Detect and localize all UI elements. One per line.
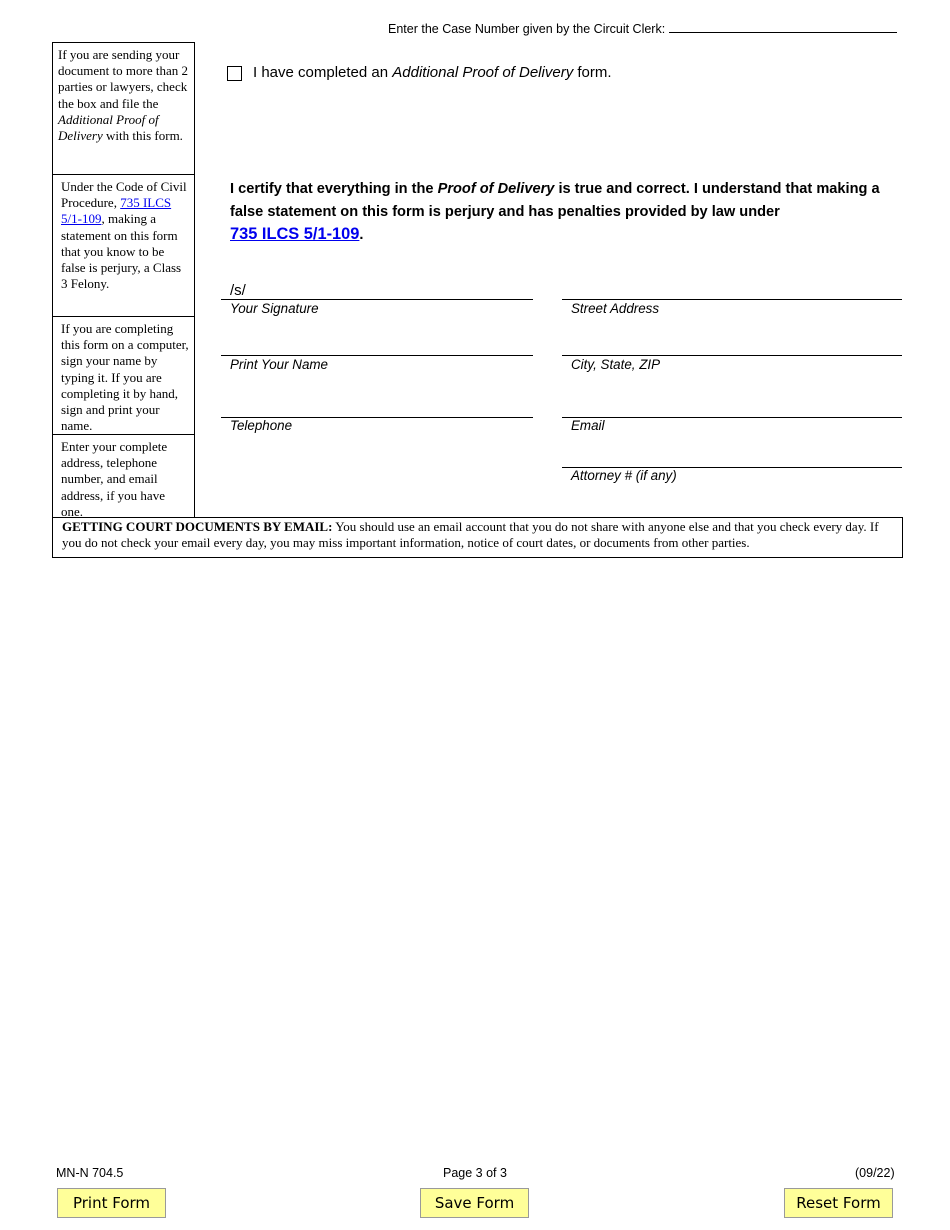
certification-period: . bbox=[359, 227, 364, 243]
case-number-label: Enter the Case Number given by the Circuit Clerk: bbox=[388, 22, 666, 36]
telephone-label: Telephone bbox=[230, 418, 293, 433]
email-notice-body: You should use an email account that you do not share with anyone else and that you check every day. If you do not check your email every day, you may miss important information, notice of court dates, or documents from other parties. bbox=[62, 519, 879, 551]
revision-date: (09/22) bbox=[855, 1166, 895, 1180]
instruction-text: with this form. bbox=[102, 128, 183, 144]
certification-text: is true and correct. I understand that making a false statement on this form is perjury and has penalties provided by law under bbox=[230, 181, 880, 220]
attorney-number-label: Attorney # (if any) bbox=[571, 468, 677, 483]
street-address-label: Street Address bbox=[571, 301, 660, 316]
certification-text: I certify that everything in the bbox=[230, 181, 438, 197]
additional-proof-checkbox[interactable] bbox=[227, 66, 242, 81]
street-address-field-line[interactable] bbox=[562, 299, 902, 300]
form-code: MN-N 704.5 bbox=[56, 1166, 124, 1180]
print-form-button[interactable]: Print Form bbox=[57, 1188, 166, 1218]
additional-proof-checkbox-label bbox=[253, 64, 612, 81]
city-state-zip-field-line[interactable] bbox=[562, 355, 902, 356]
certification-emphasis: Proof of Delivery bbox=[437, 181, 555, 197]
checkbox-label-text: form. bbox=[573, 64, 612, 81]
email-field-line[interactable] bbox=[562, 417, 902, 418]
instruction-text: If you are sending your document to more than 2 parties or lawyers, check the box and file the bbox=[58, 47, 188, 111]
email-label: Email bbox=[571, 418, 605, 433]
case-number-field[interactable] bbox=[669, 21, 897, 33]
save-form-button[interactable]: Save Form bbox=[420, 1188, 529, 1218]
case-number-line bbox=[388, 21, 897, 36]
page-number: Page 3 of 3 bbox=[443, 1166, 507, 1180]
certification-statute-link[interactable]: 735 ILCS 5/1-109 bbox=[230, 225, 360, 243]
signature-label: Your Signature bbox=[230, 301, 319, 316]
city-state-zip-label: City, State, ZIP bbox=[571, 357, 661, 372]
email-notice-heading: GETTING COURT DOCUMENTS BY EMAIL: bbox=[62, 519, 333, 534]
checkbox-label-text: I have completed an bbox=[253, 64, 393, 81]
email-notice bbox=[52, 517, 903, 558]
instruction-text: Under the Code of Civil Procedure, bbox=[61, 179, 187, 211]
reset-form-button[interactable]: Reset Form bbox=[784, 1188, 893, 1218]
print-name-label: Print Your Name bbox=[230, 357, 328, 372]
instruction-additional-proof bbox=[52, 42, 195, 174]
instruction-address: Enter your complete address, telephone number, and email address, if you have one. bbox=[52, 434, 195, 517]
instruction-signing: If you are completing this form on a computer, sign your name by typing it. If you are completing it by hand, sign and print your name. bbox=[52, 316, 195, 434]
signature-value[interactable]: /s/ bbox=[230, 282, 246, 299]
certification-statement bbox=[230, 178, 910, 247]
instruction-text: , making a statement on this form that you know to be false is perjury, a Class 3 Felony. bbox=[61, 211, 182, 292]
signature-field-line[interactable] bbox=[221, 299, 533, 300]
checkbox-label-emphasis: Additional Proof of Delivery bbox=[392, 64, 574, 81]
instruction-emphasis: Additional Proof of Delivery bbox=[58, 111, 159, 144]
statute-link[interactable]: 735 ILCS 5/1-109 bbox=[61, 195, 172, 227]
instruction-perjury bbox=[52, 174, 195, 316]
print-name-field-line[interactable] bbox=[221, 355, 533, 356]
